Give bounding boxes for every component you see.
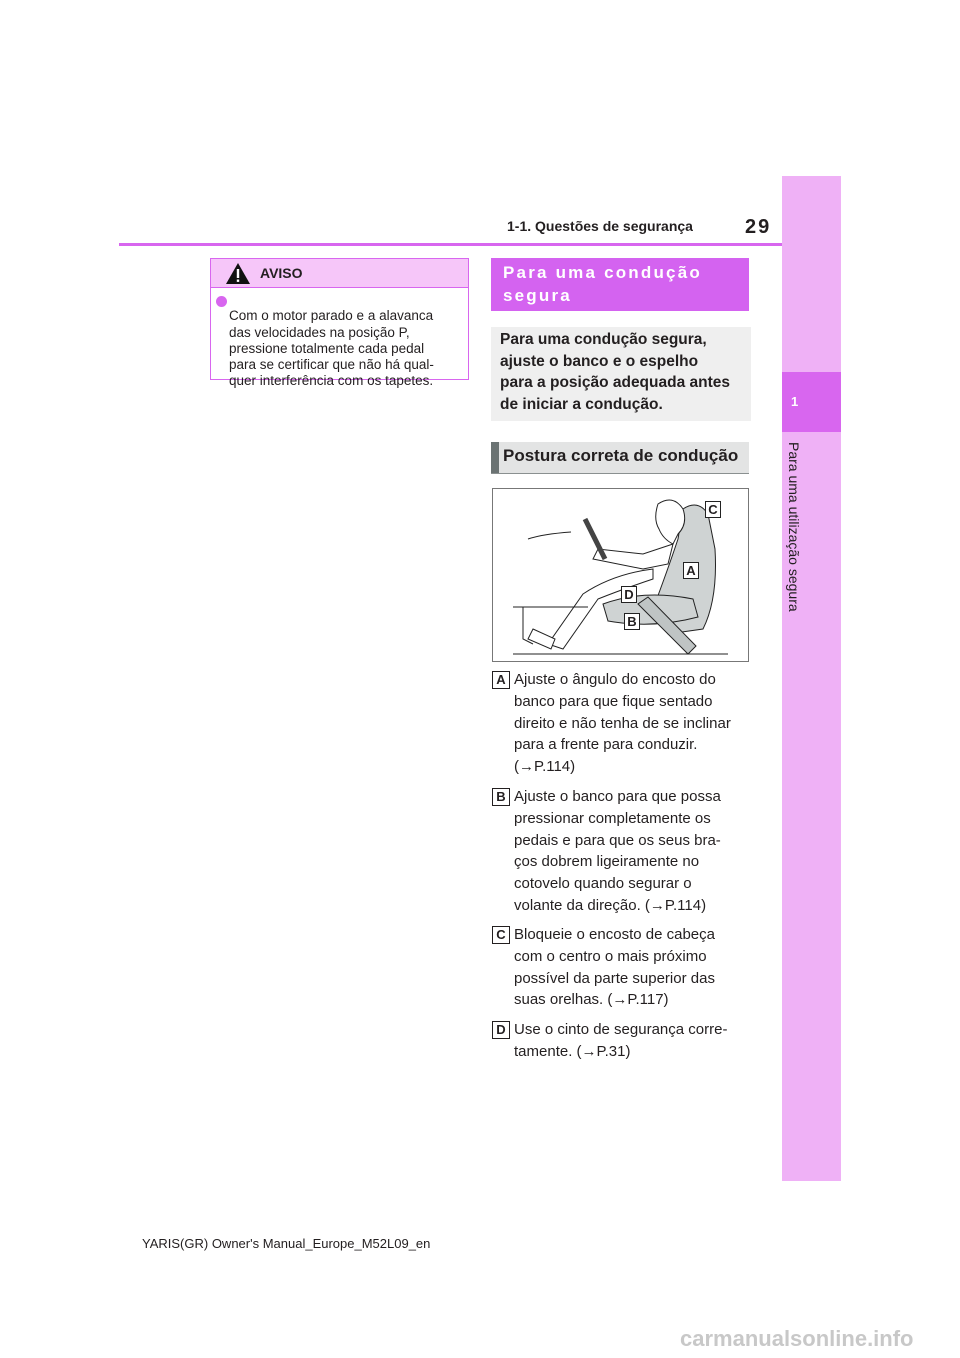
chapter-side-tab	[782, 176, 841, 1181]
item-key: A	[492, 671, 510, 689]
chapter-number-tab[interactable]	[782, 372, 841, 432]
item-text: Bloqueie o encosto de cabeça com o centro o mais próximo possível da parte superior das suas orelhas. (→P.117)	[514, 926, 715, 1009]
warning-header	[211, 259, 468, 288]
header-divider	[119, 243, 782, 246]
warning-title: AVISO	[260, 265, 303, 281]
item-text: Ajuste o ângulo do encosto do banco para que fique sentado direito e não tenha de se inclinar para a frente para conduzir. (→P.114)	[514, 671, 731, 776]
warning-triangle-icon	[226, 263, 250, 284]
item-key: C	[492, 926, 510, 944]
intro-text: Para uma condução segura, ajuste o banco e o espelho para a posição adequada antes de iniciar a condução.	[500, 331, 731, 413]
subheading-box	[491, 442, 749, 474]
subheading: Postura correta de condução	[503, 446, 739, 465]
watermark[interactable]: carmanualsonline.info	[680, 1326, 914, 1351]
bullet-icon	[216, 296, 227, 307]
label-d: D	[621, 586, 637, 603]
label-a: A	[683, 562, 699, 579]
warning-box	[210, 258, 469, 389]
subheading-bar	[491, 442, 499, 473]
page-number: 29	[745, 216, 772, 238]
chapter-number: 1	[791, 394, 799, 409]
footer: YARIS(GR) Owner's Manual_Europe_M52L09_en	[142, 1236, 431, 1251]
chapter-label: Para uma utilização segura	[786, 442, 802, 612]
section-title: Para uma condução segura	[503, 263, 702, 305]
driving-posture-illustration	[492, 488, 749, 662]
item-text: Use o cinto de segurança corre- tamente. (→P.31)	[514, 1021, 728, 1060]
label-b: B	[624, 613, 640, 630]
section-title-box	[491, 258, 749, 311]
warning-text: Com o motor parado e a alavanca das velocidades na posição P, pressione totalmente cada pedal para se certificar que não há qual- quer interferência com os tapetes.	[229, 308, 434, 389]
section-header: 1-1. Questões de segurança	[507, 218, 693, 234]
label-c: C	[705, 501, 721, 518]
item-key: D	[492, 1021, 510, 1039]
item-key: B	[492, 788, 510, 806]
intro-box	[491, 327, 751, 421]
item-text: Ajuste o banco para que possa pressionar completamente os pedais e para que os seus bra- ços dobrem ligeiramente no cotovelo quando segurar o volante da direção. (→P.114)	[514, 788, 721, 914]
warning-body	[211, 288, 468, 390]
